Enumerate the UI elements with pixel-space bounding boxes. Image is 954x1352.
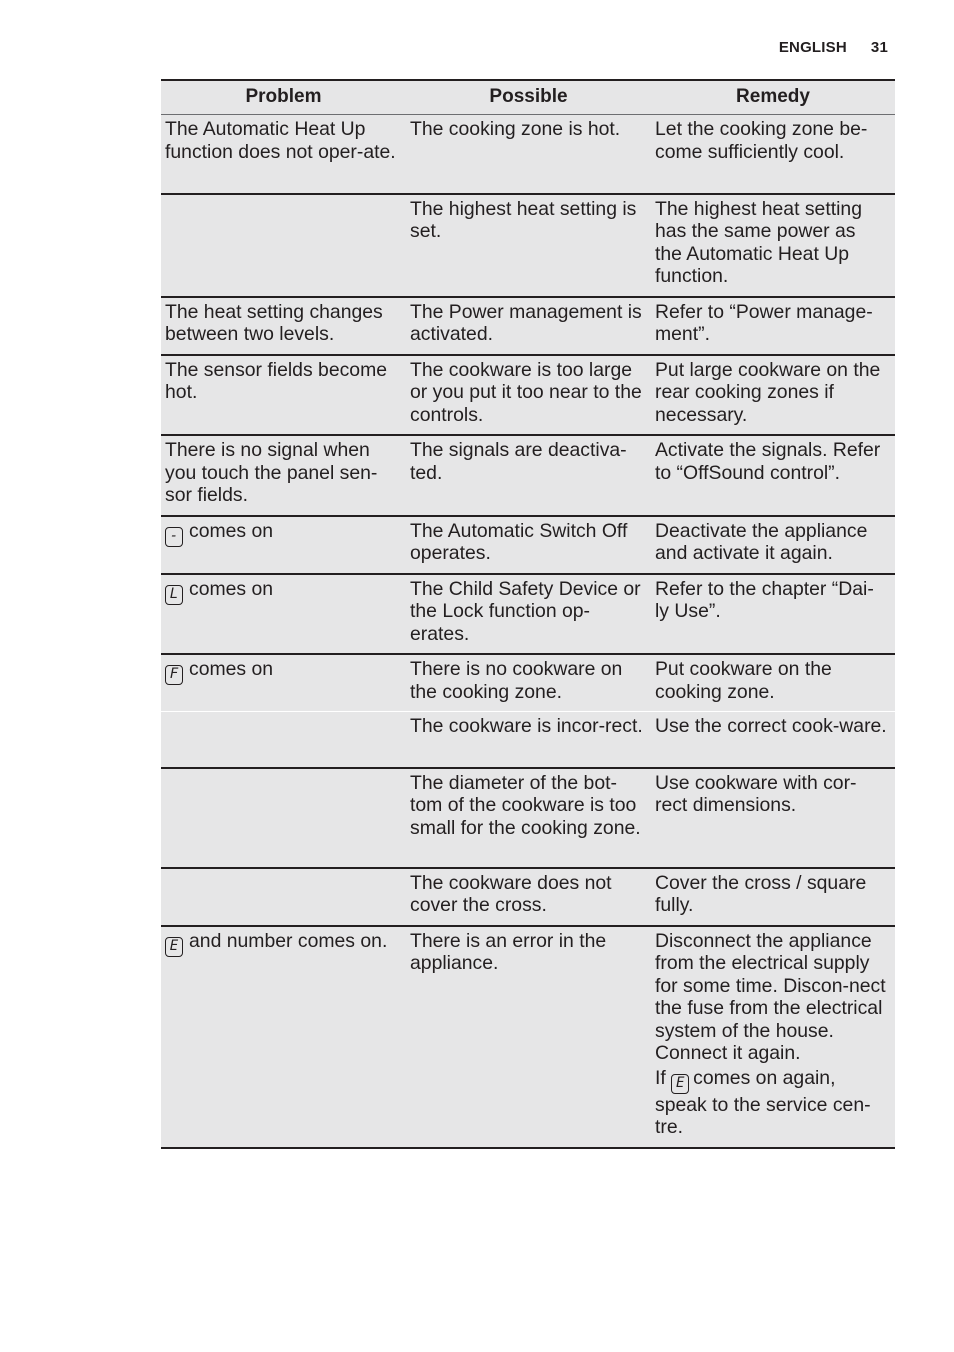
problem-cell: The heat setting changes between two levels. (161, 297, 406, 355)
lock-display-symbol-icon: L (165, 585, 183, 605)
table-row (161, 355, 895, 436)
problem-text: comes on (189, 577, 274, 600)
table-row (161, 115, 895, 194)
remedy-cell: Cover the cross / square fully. (651, 868, 895, 926)
problem-text: and number comes on. (189, 929, 388, 952)
remedy-note-text: comes on again, speak to the service cen-tre. (655, 1066, 871, 1138)
problem-text: comes on (189, 519, 274, 542)
remedy-cell: Put large cookware on the rear cooking zones if necessary. (651, 355, 895, 436)
table-row (161, 712, 895, 768)
cause-cell: The cookware is too large or you put it too near to the controls. (406, 355, 651, 436)
remedy-note-prefix: If (655, 1066, 666, 1089)
table-header (161, 80, 895, 115)
page-number: 31 (870, 39, 888, 56)
table-row (161, 654, 895, 712)
remedy-cell: Let the cooking zone be-come sufficiently cool. (651, 115, 895, 194)
remedy-note (655, 1067, 887, 1139)
table-row (161, 435, 895, 516)
remedy-cell: Refer to “Power manage-ment”. (651, 297, 895, 355)
table-row (161, 574, 895, 655)
remedy-cell: Put cookware on the cooking zone. (651, 654, 895, 712)
problem-cell (161, 868, 406, 926)
problem-cell (161, 768, 406, 868)
remedy-cell: The highest heat setting has the same power as the Automatic Heat Up function. (651, 194, 895, 297)
minus-display-symbol-icon: - (165, 527, 183, 547)
remedy-cell: Use cookware with cor-rect dimensions. (651, 768, 895, 868)
cause-cell: There is no cookware on the cooking zone. (406, 654, 651, 712)
remedy-cell: Activate the signals. Refer to “OffSound control”. (651, 435, 895, 516)
problem-cell: The Automatic Heat Up function does not oper-ate. (161, 115, 406, 194)
table-row (161, 868, 895, 926)
cause-cell: The highest heat setting is set. (406, 194, 651, 297)
problem-cell (161, 194, 406, 297)
cause-cell: The Child Safety Device or the Lock function op-erates. (406, 574, 651, 655)
cause-cell: The signals are deactiva-ted. (406, 435, 651, 516)
problem-text: comes on (189, 658, 274, 680)
remedy-text: Disconnect the appliance from the electrical supply for some time. Discon-nect the fuse from the electrical system of the house. Connect it again. (655, 929, 886, 1064)
remedy-cell: Deactivate the appliance and activate it again. (651, 516, 895, 574)
cause-cell: The cookware does not cover the cross. (406, 868, 651, 926)
cause-cell: The diameter of the bot-tom of the cookware is too small for the cooking zone. (406, 768, 651, 868)
cause-cell: The Power management is activated. (406, 297, 651, 355)
problem-cell (161, 654, 406, 712)
problem-cell (161, 712, 406, 768)
table-row (161, 194, 895, 297)
cause-cell: The cookware is incor-rect. (406, 712, 651, 768)
problem-cell (161, 926, 406, 1148)
table-row (161, 926, 895, 1148)
cause-cell: The cooking zone is hot. (406, 115, 651, 194)
remedy-cell (651, 926, 895, 1148)
remedy-cell: Refer to the chapter “Dai-ly Use”. (651, 574, 895, 655)
cause-cell: There is an error in the appliance. (406, 926, 651, 1148)
problem-cell: The sensor fields become hot. (161, 355, 406, 436)
column-header-problem: Problem (161, 80, 406, 115)
page-header (779, 39, 888, 56)
problem-cell: There is no signal when you touch the panel sen-sor fields. (161, 435, 406, 516)
table-row (161, 297, 895, 355)
error-display-symbol-icon: E (671, 1074, 689, 1094)
column-header-remedy: Remedy (651, 80, 895, 115)
remedy-cell: Use the correct cook-ware. (651, 712, 895, 768)
error-display-symbol-icon: E (165, 937, 183, 957)
column-header-possible: Possible (406, 80, 651, 115)
table-row (161, 516, 895, 574)
troubleshooting-table (161, 79, 895, 1149)
f-display-symbol-icon: F (165, 665, 183, 685)
language-label: ENGLISH (778, 39, 847, 56)
problem-cell (161, 574, 406, 655)
problem-cell (161, 516, 406, 574)
table-row (161, 768, 895, 868)
cause-cell: The Automatic Switch Off operates. (406, 516, 651, 574)
